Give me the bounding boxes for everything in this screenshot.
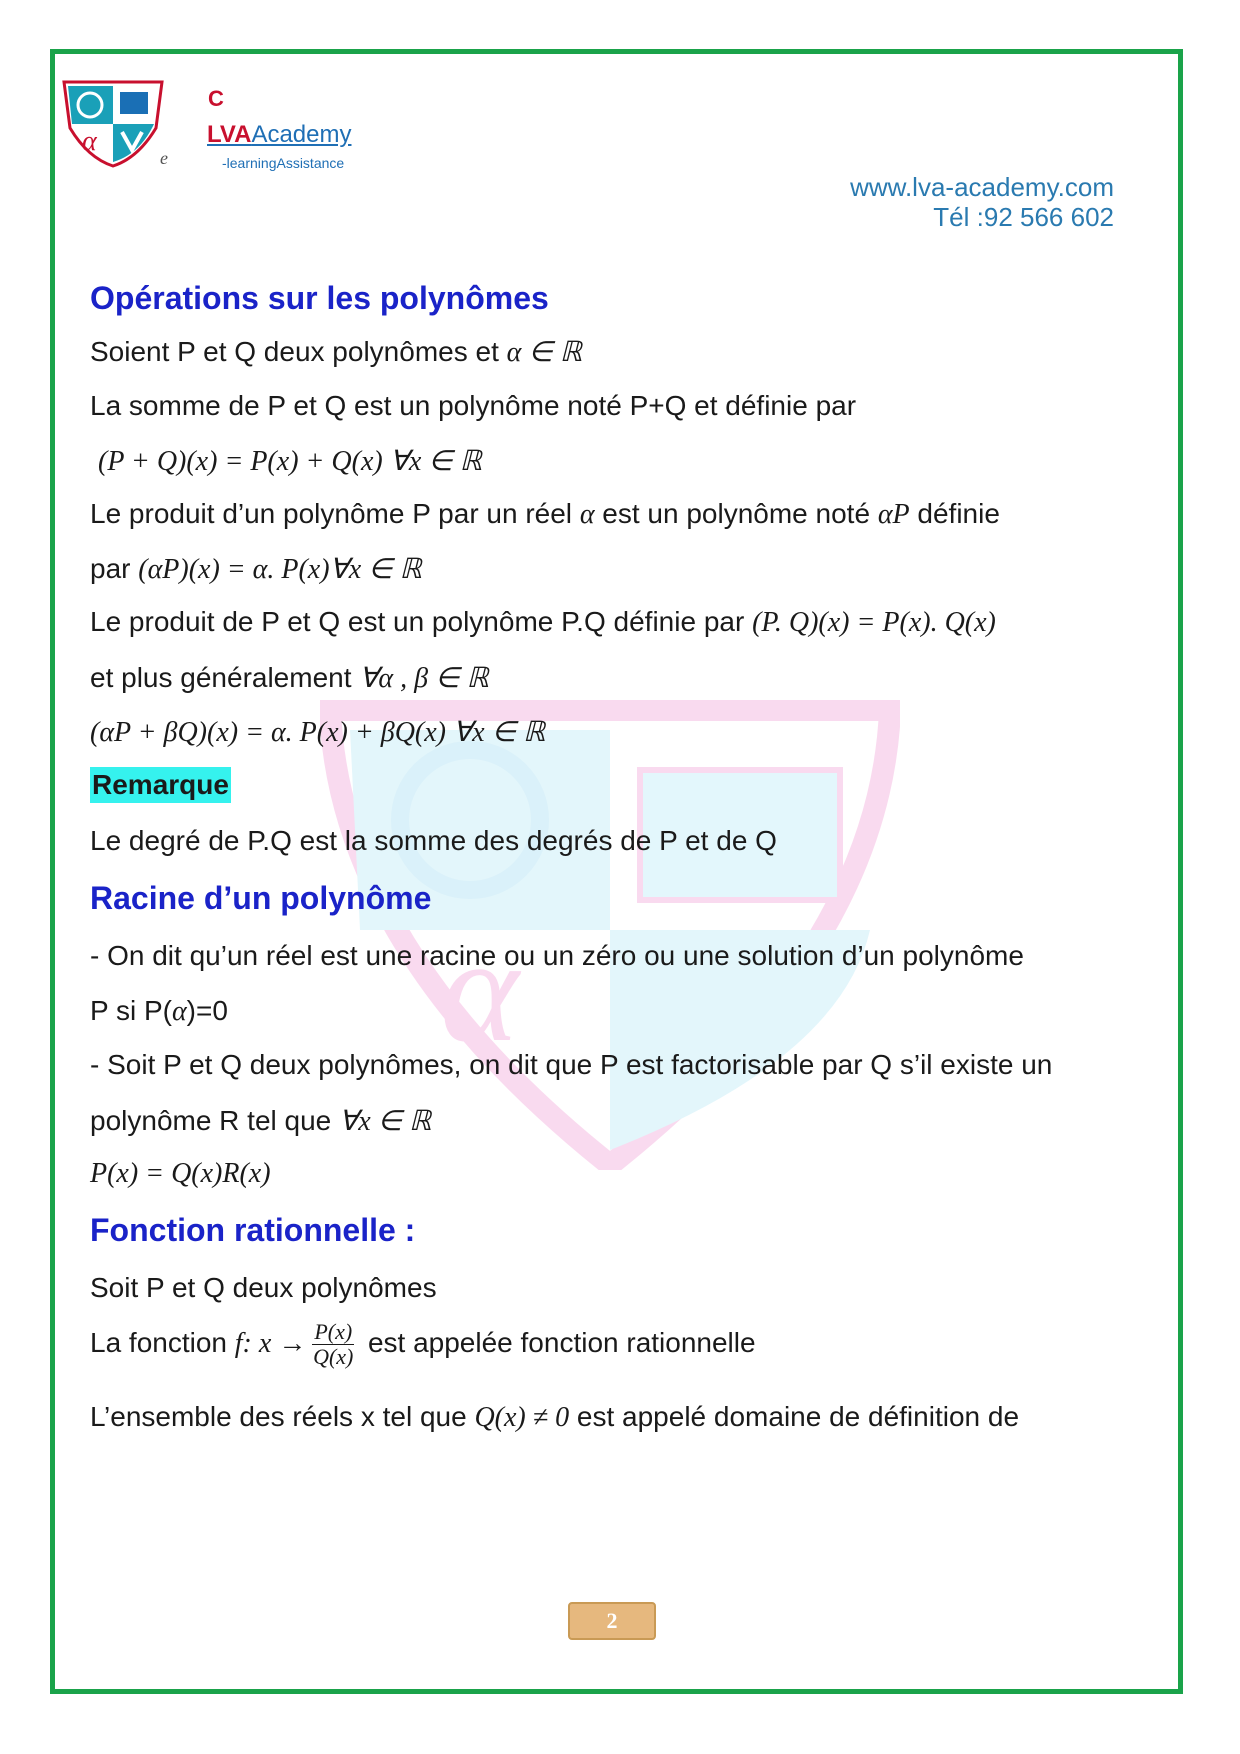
s3-l2-text-a: La fonction bbox=[90, 1326, 235, 1358]
s1-l6-text: Le produit de P et Q est un polynôme P.Q définie par bbox=[90, 606, 753, 637]
rational-fraction bbox=[312, 1320, 354, 1369]
s3-l3-math: Q(x) ≠ 0 bbox=[474, 1402, 570, 1433]
s3-l2-math: f: x → bbox=[234, 1327, 307, 1359]
page-number-badge: 2 bbox=[568, 1602, 656, 1640]
s3-l2-text-b: est appelée fonction rationnelle bbox=[360, 1326, 756, 1358]
logo-e: e bbox=[160, 148, 168, 168]
s2-factor-formula: P(x) = Q(x)R(x) bbox=[90, 1158, 271, 1189]
heading-racine: Racine d’un polynôme bbox=[90, 880, 432, 916]
s1-l7-text: et plus généralement bbox=[90, 662, 360, 693]
s2-l2-text-a: P si P( bbox=[90, 995, 172, 1026]
s1-l5-text: par bbox=[90, 553, 139, 584]
logo-lva: LVA bbox=[207, 121, 252, 148]
s3-l3-text-a: L’ensemble des réels x tel que bbox=[90, 1401, 475, 1432]
s2-line3: - Soit P et Q deux polynômes, on dit que P est factorisable par Q s’il existe un bbox=[90, 1049, 1053, 1080]
s3-line2 bbox=[90, 1320, 756, 1369]
s1-l1-text: Soient P et Q deux polynômes et bbox=[90, 336, 507, 367]
logo-brand-name bbox=[207, 121, 351, 149]
lva-academy-logo bbox=[58, 78, 168, 168]
s1-line1 bbox=[90, 335, 582, 369]
s1-sum-formula: (P + Q)(x) = P(x) + Q(x) ∀x ∈ ℝ bbox=[98, 446, 482, 477]
watermark-shield-icon bbox=[320, 700, 900, 1170]
s1-line6 bbox=[90, 606, 996, 639]
s1-l4-math-b: αP bbox=[877, 499, 910, 530]
svg-text:α: α bbox=[82, 126, 97, 157]
remark-text: Le degré de P.Q est la somme des degrés de P et de Q bbox=[90, 825, 777, 856]
s2-line1: - On dit qu’un réel est une racine ou un zéro ou une solution d’un polynôme bbox=[90, 940, 1024, 971]
contact-block bbox=[850, 172, 1114, 232]
s3-l3-text-b: est appelé domaine de définition de bbox=[569, 1401, 1020, 1432]
logo-tagline: -learningAssistance bbox=[222, 155, 345, 171]
s2-l4-text: polynôme R tel que bbox=[90, 1105, 340, 1136]
website-link[interactable]: www.lva-academy.com bbox=[850, 172, 1114, 202]
s1-l7-math: ∀α , β ∈ ℝ bbox=[359, 663, 489, 694]
s2-l2-math: α bbox=[171, 996, 187, 1027]
logo-academy: Academy bbox=[251, 121, 352, 148]
s1-line2: La somme de P et Q est un polynôme noté P+Q et définie par bbox=[90, 390, 857, 421]
s1-l6-math: (P. Q)(x) = P(x). Q(x) bbox=[752, 607, 996, 638]
svg-text:α: α bbox=[440, 907, 519, 1073]
s2-l4-math: ∀x ∈ ℝ bbox=[339, 1106, 432, 1137]
s1-l5-math: (αP)(x) = α. P(x)∀x ∈ ℝ bbox=[138, 554, 422, 585]
heading-operations: Opérations sur les polynômes bbox=[90, 280, 549, 316]
remark-label: Remarque bbox=[90, 767, 231, 803]
s1-linear-combination: (αP + βQ)(x) = α. P(x) + βQ(x) ∀x ∈ ℝ bbox=[90, 717, 546, 748]
s3-line1: Soit P et Q deux polynômes bbox=[90, 1272, 437, 1303]
remark-row bbox=[90, 767, 231, 803]
fraction-numerator: P(x) bbox=[314, 1319, 353, 1344]
s1-l4-text-c: définie bbox=[909, 498, 1000, 529]
s2-line4 bbox=[90, 1104, 431, 1138]
s1-l4-text-a: Le produit d’un polynôme P par un réel bbox=[90, 498, 580, 529]
s2-l2-text-b: )=0 bbox=[186, 995, 228, 1026]
s1-line7 bbox=[90, 661, 489, 695]
s1-l4-math-a: α bbox=[579, 499, 595, 530]
heading-fonction-rationnelle: Fonction rationnelle : bbox=[90, 1212, 416, 1248]
phone-number: Tél :92 566 602 bbox=[933, 202, 1114, 232]
logo-letter-c: C bbox=[208, 86, 224, 111]
s2-line2 bbox=[90, 995, 228, 1028]
s1-line5 bbox=[90, 552, 422, 586]
s1-l4-text-b: est un polynôme noté bbox=[594, 498, 878, 529]
s3-line3 bbox=[90, 1401, 1019, 1434]
s1-line4 bbox=[90, 498, 1000, 531]
fraction-denominator: Q(x) bbox=[313, 1344, 354, 1369]
s1-l1-math: α ∈ ℝ bbox=[506, 337, 582, 368]
